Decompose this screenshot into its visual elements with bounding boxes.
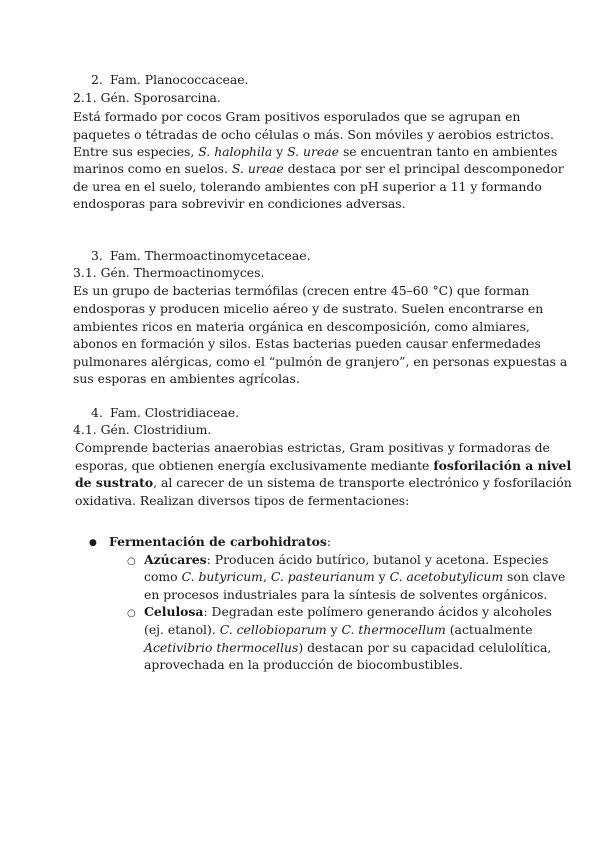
- family-title: Fam. Planococcaceae.: [110, 72, 249, 87]
- bullet-label: Fermentación de carbohidratos: [109, 534, 327, 549]
- text-run: oxidativa. Realizan diversos tipos de fermentaciones:: [75, 493, 410, 508]
- section-number: 4.: [91, 405, 103, 420]
- text-run: de urea en el suelo, tolerando ambientes con pH superior a 11 y formando: [73, 179, 542, 194]
- paragraph-line: [75, 439, 550, 457]
- text-run: y: [272, 144, 288, 159]
- species-name: S. ureae: [231, 161, 284, 176]
- species-name: Acetivibrio thermocellus: [144, 640, 299, 655]
- text-run: y: [374, 569, 390, 584]
- text-run: abonos en formación y silos. Estas bacterias pueden causar enfermedades: [73, 336, 541, 351]
- text-run: marinos como en suelos.: [73, 161, 232, 176]
- paragraph-line: [73, 108, 520, 126]
- text-run: Entre sus especies,: [73, 144, 199, 159]
- species-name: C. acetobutylicum: [389, 569, 504, 584]
- text-run: y: [326, 622, 342, 637]
- paragraph-line: [73, 300, 543, 318]
- section-heading: [91, 404, 239, 422]
- bold-term: de sustrato: [75, 475, 154, 490]
- paragraph-line: [73, 178, 542, 196]
- paragraph-line: [75, 457, 571, 475]
- paragraph-line: [73, 282, 529, 300]
- species-name: C. butyricum: [181, 569, 263, 584]
- text-run: endosporas para sobrevivir en condiciones adversas.: [73, 196, 406, 211]
- text-run: endosporas y producen micelio aéreo y de sustrato. Suelen encontrarse en: [73, 301, 544, 316]
- paragraph-line: [73, 353, 567, 371]
- text-run: pulmonares alérgicas, como el “pulmón de granjero”, en personas expuestas a: [73, 354, 568, 369]
- bold-term: Azúcares: [144, 552, 207, 567]
- text-run: esporas, que obtienen energía exclusivamente mediante: [75, 458, 434, 473]
- text-run: ,: [262, 569, 271, 584]
- hollow-bullet-icon: ○: [127, 556, 136, 567]
- text-run: paquetes o tétradas de ocho células o más. Son móviles y aerobios estrictos.: [73, 127, 554, 142]
- sub-bullet-line: [144, 586, 547, 604]
- paragraph-line: [73, 335, 541, 353]
- paragraph-line: [73, 318, 530, 336]
- section-number: 3.: [91, 248, 103, 263]
- hollow-bullet-icon: ○: [127, 608, 136, 619]
- paragraph-line: [73, 370, 300, 388]
- text-run: : Producen ácido butírico, butanol y acetona. Especies: [206, 552, 549, 567]
- family-title: Fam. Thermoactinomycetaceae.: [110, 248, 311, 263]
- family-title: Fam. Clostridiaceae.: [110, 405, 240, 420]
- text-run: ) destacan por su capacidad celulolítica,: [298, 640, 552, 655]
- species-name: C. thermocellum: [341, 622, 446, 637]
- genus-title: 3.1. Gén. Thermoactinomyces.: [73, 265, 265, 280]
- text-run: (ej. etanol).: [144, 622, 220, 637]
- bullet-item: [89, 533, 331, 553]
- paragraph-line: [73, 126, 554, 144]
- paragraph-line: [73, 143, 557, 161]
- text-run: sus esporas en ambientes agrícolas.: [73, 371, 300, 386]
- text-run: , al carecer de un sistema de transporte electrónico y fosforilación: [153, 475, 572, 490]
- species-name: S. halophila: [198, 144, 273, 159]
- sub-bullet-line: [144, 656, 463, 674]
- paragraph-line: [75, 474, 572, 492]
- species-name: C. cellobioparum: [219, 622, 327, 637]
- sub-bullet-line: [144, 621, 533, 639]
- text-run: ambientes ricos en materia orgánica en descomposición, como almiares,: [73, 319, 530, 334]
- paragraph-line: [75, 492, 409, 510]
- genus-title: 2.1. Gén. Sporosarcina.: [73, 90, 221, 105]
- text-run: se encuentran tanto en ambientes: [339, 144, 558, 159]
- bullet-dot-icon: ●: [89, 538, 97, 548]
- sub-bullet-line: [127, 603, 552, 623]
- species-name: C. pasteurianum: [270, 569, 375, 584]
- species-name: S. ureae: [287, 144, 339, 159]
- bullet-suffix: :: [326, 534, 332, 549]
- section-number: 2.: [91, 72, 103, 87]
- bold-term: Celulosa: [144, 604, 204, 619]
- text-run: Está formado por cocos Gram positivos esporulados que se agrupan en: [73, 109, 521, 124]
- paragraph-line: [73, 160, 564, 178]
- genus-title: 4.1. Gén. Clostridium.: [73, 422, 212, 437]
- text-run: destaca por ser el principal descomponedor: [283, 161, 564, 176]
- text-run: (actualmente: [445, 622, 533, 637]
- bold-term: fosforilación a nivel: [433, 458, 572, 473]
- text-run: Es un grupo de bacterias termófilas (crecen entre 45–60 °C) que forman: [73, 283, 530, 298]
- text-run: : Degradan este polímero generando ácidos y alcoholes: [203, 604, 552, 619]
- sub-bullet-text: [144, 552, 548, 567]
- sub-bullet-text: [144, 604, 552, 619]
- paragraph-line: [73, 195, 406, 213]
- section-heading: [91, 71, 249, 89]
- text-run: como: [144, 569, 182, 584]
- section-heading: [91, 247, 311, 265]
- text-run: son clave: [503, 569, 566, 584]
- text-run: aprovechada en la producción de biocombustibles.: [144, 657, 464, 672]
- text-run: en procesos industriales para la síntesis de solventes orgánicos.: [144, 587, 548, 602]
- text-run: Comprende bacterias anaerobias estrictas, Gram positivas y formadoras de: [75, 440, 550, 455]
- sub-bullet-line: [144, 568, 565, 586]
- sub-bullet-line: [144, 639, 551, 657]
